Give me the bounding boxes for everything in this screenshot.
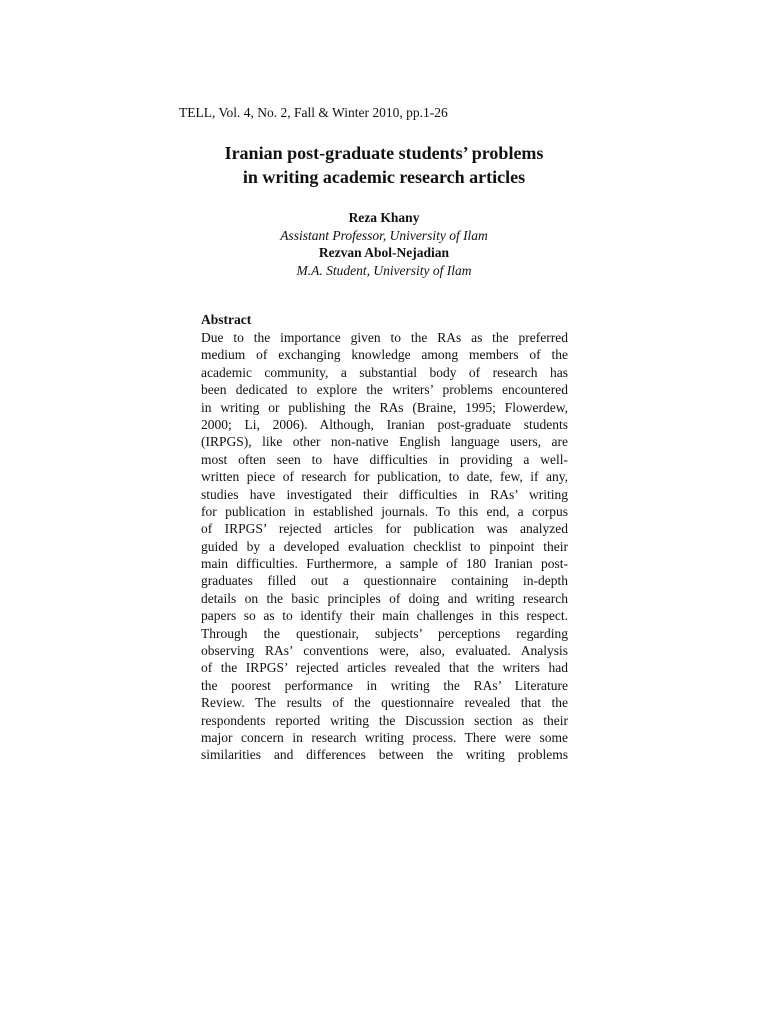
abstract-line: similarities and differences between the writing problems	[201, 747, 568, 763]
abstract-line: Review. The results of the questionnaire revealed that the	[201, 695, 568, 711]
abstract-line: respondents reported writing the Discussion section as their	[201, 712, 568, 728]
abstract-line: of IRPGS’ rejected articles for publication was analyzed	[201, 521, 568, 537]
abstract-line: academic community, a substantial body of research has	[201, 364, 568, 380]
abstract-heading: Abstract	[201, 312, 252, 327]
paper-title	[150, 141, 618, 189]
abstract-line: most often seen to have difficulties in providing a well-	[201, 451, 568, 467]
author-name: Rezvan Abol-Nejadian	[318, 245, 450, 260]
abstract-line: major concern in research writing process. There were some	[201, 729, 568, 745]
journal-citation: TELL, Vol. 4, No. 2, Fall & Winter 2010, pp.1-26	[179, 105, 448, 120]
author-name: Reza Khany	[348, 210, 420, 225]
author-affiliation: M.A. Student, University of Ilam	[296, 262, 472, 278]
paper-title-line-2: in writing academic research articles	[242, 167, 526, 187]
abstract-line: (IRPGS), like other non-native English language users, are	[201, 434, 568, 450]
abstract-line: details on the basic principles of doing and writing research	[201, 590, 568, 606]
abstract-line: of the IRPGS’ rejected articles revealed that the writers had	[201, 660, 568, 676]
abstract-line: for publication in established journals. To this end, a corpus	[201, 503, 568, 519]
abstract-line: graduates filled out a questionnaire containing in-depth	[201, 573, 568, 589]
abstract-line: the poorest performance in writing the RAs’ Literature	[201, 677, 568, 693]
author-affiliation: Assistant Professor, University of Ilam	[280, 227, 488, 243]
author-block	[150, 209, 618, 279]
abstract-line: Through the questionair, subjects’ perceptions regarding	[201, 625, 568, 641]
abstract-line: in writing or publishing the RAs (Braine, 1995; Flowerdew,	[201, 399, 568, 415]
abstract-line: medium of exchanging knowledge among members of the	[201, 347, 568, 363]
abstract-line: studies have investigated their difficulties in RAs’ writing	[201, 486, 568, 502]
abstract-line: Due to the importance given to the RAs as the preferred	[201, 330, 568, 345]
abstract-line: main difficulties. Furthermore, a sample of 180 Iranian post-	[201, 556, 568, 572]
abstract-line: observing RAs’ conventions were, also, evaluated. Analysis	[201, 643, 568, 659]
abstract-line: 2000; Li, 2006). Although, Iranian post-graduate students	[201, 416, 568, 432]
abstract-line: papers so as to identify their main challenges in this respect.	[201, 608, 568, 624]
abstract-line: guided by a developed evaluation checklist to pinpoint their	[201, 538, 568, 554]
abstract-line: written piece of research for publication, to date, few, if any,	[201, 469, 568, 485]
abstract-line: been dedicated to explore the writers’ problems encountered	[201, 382, 568, 398]
abstract-body	[201, 329, 568, 764]
paper-title-line-1: Iranian post-graduate students’ problems	[224, 143, 544, 163]
